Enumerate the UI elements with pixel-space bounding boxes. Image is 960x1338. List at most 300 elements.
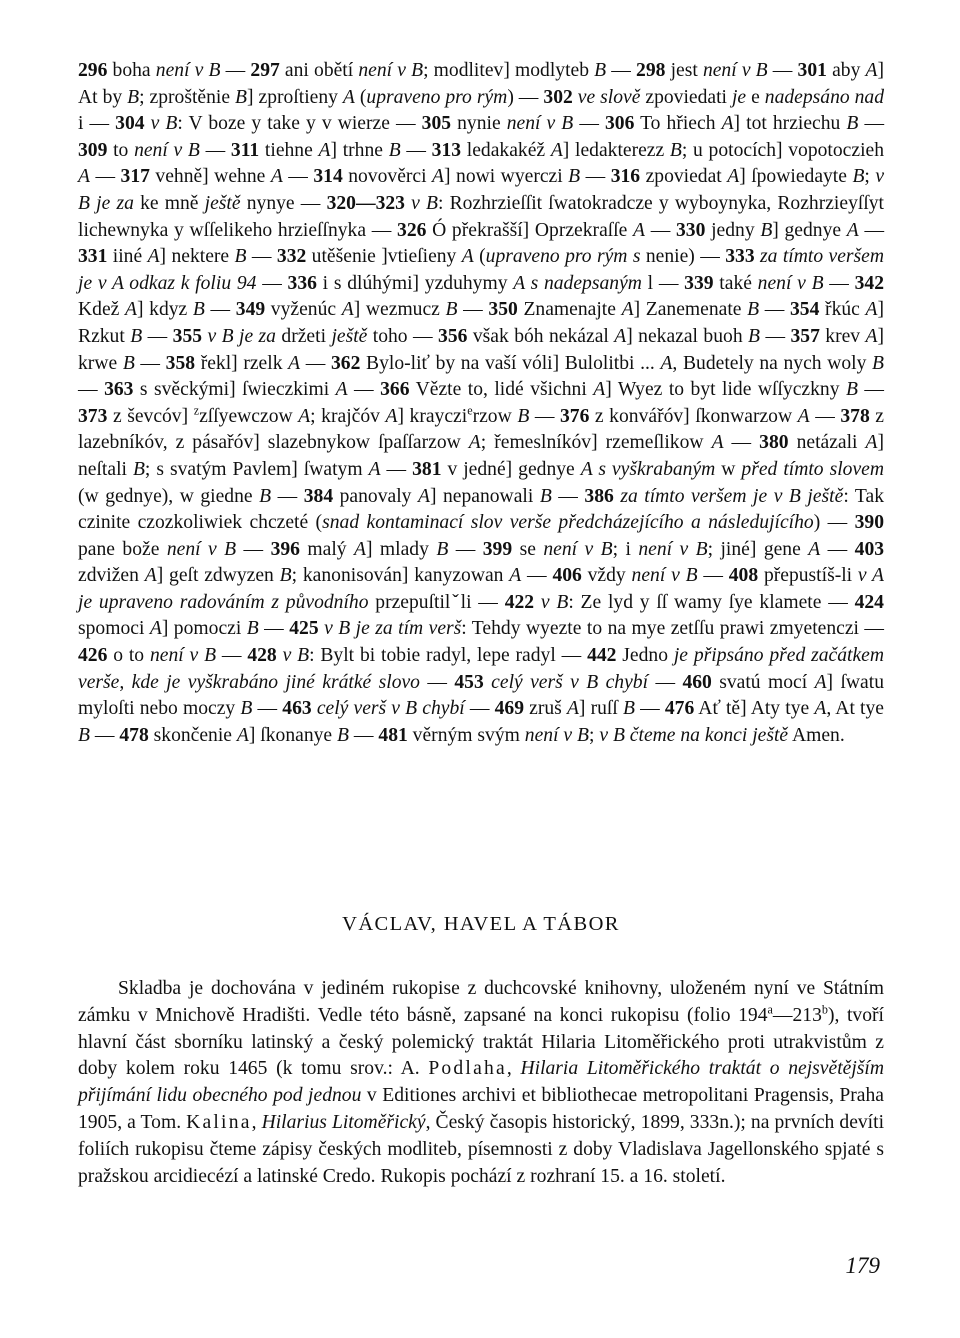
text-run: — (580, 166, 611, 188)
text-run: ] tot hrziechu (733, 113, 847, 135)
italic-note: A (368, 458, 381, 480)
text-run: — (573, 113, 605, 135)
italic-note: A (341, 299, 354, 321)
text-run: — (282, 166, 314, 188)
text-run: ] kdyz (136, 299, 193, 321)
text-run: ] ſpowiedayte (739, 166, 853, 188)
text-run: ] nekazal buoh (626, 325, 749, 347)
italic-note: B (852, 166, 865, 188)
italic-note: A (865, 60, 878, 81)
italic-note: není v B (358, 60, 424, 81)
italic-note: v B (540, 591, 569, 613)
text-run: ; zproštěnie (139, 86, 236, 108)
text-run: netázali (788, 432, 866, 454)
superscript: b (821, 1002, 828, 1017)
text-run: držeti (275, 325, 332, 347)
italic-note: A (461, 246, 474, 268)
line-number: 386 (584, 485, 614, 507)
text-run: z ševcóv] (107, 405, 194, 427)
line-number: 380 (759, 432, 789, 454)
text-run: ; s svatým Pavlem] ſwatym (144, 458, 369, 480)
italic-note: Hilarius Litoměřický (261, 1111, 426, 1133)
text-run: z lazebníkóv, z pásařóv] slazebnykow ſpaſſarzow (78, 405, 884, 454)
italic-note: celý verš v B chybí (491, 671, 649, 693)
text-run: novověrci (342, 166, 433, 188)
text-run: ] gednye (772, 219, 847, 241)
italic-note: není v B (506, 113, 574, 135)
text-run: : Bylt bi tobie radyl, lepe radyl — (309, 645, 588, 667)
italic-note: v B je za tím verš (324, 618, 462, 640)
text-run: Kdež (78, 299, 125, 321)
italic-note: upraveno pro rým s (485, 246, 641, 268)
page-number: 179 (845, 1253, 880, 1278)
line-number: 349 (235, 299, 266, 321)
italic-note: A (566, 698, 579, 720)
italic-note: B (122, 352, 135, 374)
italic-note: snad kontaminací slov verše předcházejícího a následujícího (322, 512, 814, 534)
text-run: — (759, 299, 790, 321)
text-run: — (697, 565, 729, 587)
italic-note: A (318, 139, 331, 161)
italic-note: A (125, 299, 137, 321)
text-run: Ó překrašší] Oprzekraſſe (426, 219, 634, 241)
italic-note: A (468, 432, 481, 454)
italic-note: je připsáno před začátkem verše, kde je vyškrabáno jiné krátké slovo (78, 645, 885, 693)
line-number: 406 (552, 565, 582, 587)
text-run: ] Wyez to byt lide wſſyczkny (605, 379, 846, 401)
text-run: svatú mocí (711, 671, 815, 693)
line-number: 476 (664, 698, 695, 720)
text-run: to (107, 139, 135, 161)
text-run: — (820, 538, 855, 560)
italic-note: není v B (155, 60, 221, 81)
italic-note: B (130, 325, 143, 347)
italic-note: A (614, 325, 627, 347)
italic-note: nadepsáno nad (764, 86, 885, 108)
italic-note: A (865, 299, 878, 321)
text-run: — (857, 379, 884, 401)
text-run: řekl] rzelk (195, 352, 289, 374)
text-run: se (512, 538, 544, 560)
italic-note: není v B (757, 272, 824, 294)
italic-note: v B je za (207, 325, 276, 347)
text-run: — (464, 698, 495, 720)
line-number: 442 (587, 645, 617, 667)
italic-note: není v B (638, 538, 708, 560)
italic-note: A (149, 618, 162, 640)
italic-note: B (246, 618, 259, 640)
text-run: (w gednye), w giedne (78, 485, 260, 507)
italic-note: A s nadepsaným (513, 272, 642, 294)
text-run: ] nektere (159, 246, 235, 268)
text-run: — (448, 538, 483, 560)
line-number: 366 (380, 379, 410, 401)
text-run: — (858, 219, 885, 241)
text-run: zruš (524, 698, 567, 720)
text-run: jedny (705, 219, 761, 241)
superscript: a (767, 1002, 773, 1017)
text-run: ] wezmucz (353, 299, 446, 321)
line-number: 339 (684, 272, 714, 294)
text-run: rzow (472, 405, 518, 427)
line-number: 316 (610, 166, 641, 188)
text-run: ) — (813, 512, 855, 534)
text-run: , Budetely na nych woly (672, 352, 873, 374)
text-run: ] Zanemenate (633, 299, 748, 321)
line-number: 336 (287, 272, 317, 294)
text-run: o to (107, 645, 150, 667)
text-run: To hřiech (634, 113, 722, 135)
text-run: krev (819, 325, 866, 347)
italic-note: A (814, 698, 827, 720)
line-number: 313 (431, 139, 462, 161)
text-run: ), tvoří hlavní část sborníku latinský a český polemický traktát Hilaria Litoměřického proti utrakvistům z doby kolem roku 1465 (k tomu srov.: A. (78, 1004, 884, 1080)
italic-note: upraveno pro rým (366, 86, 508, 108)
text-run: ; (864, 166, 876, 188)
italic-note: A (417, 485, 430, 507)
italic-note: B (279, 565, 292, 587)
italic-note: není v B (702, 60, 768, 81)
text-run: — (648, 671, 683, 693)
text-run: — (236, 538, 271, 560)
italic-note: A (727, 166, 740, 188)
text-run: —213 (772, 1004, 822, 1026)
text-run: — (89, 166, 121, 188)
line-number: 363 (104, 379, 134, 401)
italic-note: v B (150, 113, 178, 135)
text-run: — (380, 458, 413, 480)
italic-note: B (78, 724, 90, 746)
italic-note: B (235, 86, 247, 108)
italic-note: v A je upraveno radováním z původního (78, 565, 885, 613)
line-number: 408 (728, 565, 759, 587)
line-number: 463 (282, 698, 312, 720)
text-run: vždy (581, 565, 632, 587)
text-run: : Rozhrzieſſit ſwatokradcze y wyboynyka, Rozhrzieyſſyt lichewnyka y wſſelikeho hrzieſſnyka — (78, 192, 884, 241)
italic-note: B (234, 246, 247, 268)
text-run: ] neſtali (78, 432, 885, 480)
text-run: panovaly (333, 485, 418, 507)
text-run: przepuſtilˇli — (368, 591, 505, 613)
italic-note: není v B (149, 645, 217, 667)
text-run: , (251, 1111, 262, 1133)
text-run: ke mně (133, 192, 205, 214)
text-run: tiehne (259, 139, 319, 161)
text-run: ] trhne (330, 139, 389, 161)
line-number: 296 (78, 60, 108, 81)
text-run: boha (107, 60, 156, 81)
italic-note: A (797, 405, 810, 427)
text-run: — (258, 618, 290, 640)
line-number: 333 (725, 246, 755, 268)
line-number: 381 (412, 458, 442, 480)
text-run: : Tehdy wyezte to na mye zetſſu prawi zmyetenczi — (461, 618, 885, 640)
italic-note: A (846, 219, 859, 241)
line-number: 469 (494, 698, 524, 720)
line-number: 355 (172, 325, 203, 347)
line-number: 373 (78, 405, 108, 427)
italic-note: za tímto veršem je v B ještě (620, 485, 844, 507)
text-run: iiné (107, 246, 148, 268)
text-run: : Tak czinite czozkoliwiek chczeté ( (78, 485, 885, 534)
line-number: 301 (797, 60, 827, 81)
text-run: skončenie (148, 724, 237, 746)
italic-note: A (593, 379, 606, 401)
text-run: Skladba je dochována v jediném rukopise z duchcovské knihovny, uloženém nyní ve Státním zámku v Mnichově Hradišti. Vedle této básně, zapsané na konci rukopisu (folio 194 (78, 978, 884, 1026)
text-run: — (606, 60, 637, 81)
italic-note: B (747, 299, 760, 321)
text-run: aby (826, 60, 866, 81)
text-run: — (89, 724, 120, 746)
text-run: Jedno (616, 645, 674, 667)
text-run: — (216, 645, 248, 667)
italic-note: A (288, 352, 301, 374)
italic-note: B (594, 60, 607, 81)
text-run: ( (473, 246, 486, 268)
text-run: vehně] wehne (149, 166, 271, 188)
text-run: — (457, 299, 489, 321)
text-run: Ať tě] Aty tye (694, 698, 815, 720)
text-run: — (347, 379, 381, 401)
line-number: 357 (790, 325, 820, 347)
line-number: 362 (331, 352, 361, 374)
text-run: ( (354, 86, 367, 108)
line-number: 378 (840, 405, 870, 427)
italic-note: A (335, 379, 348, 401)
text-run: ] nepanowali (429, 485, 540, 507)
text-run: ; i (612, 538, 639, 560)
text-run: nynie (451, 113, 507, 135)
italic-note: B (259, 485, 272, 507)
apparatus-text (78, 58, 884, 749)
text-run: Bylo-liť by na vaší vóli] Bulolitbi ... (360, 352, 661, 374)
text-run (534, 592, 541, 613)
line-number: 326 (397, 219, 427, 241)
text-run: — (809, 405, 841, 427)
text-run: w (715, 458, 742, 480)
italic-note: B (760, 219, 773, 241)
line-number: 317 (120, 166, 150, 188)
line-number: 342 (854, 272, 885, 294)
italic-note: v B je za (78, 166, 885, 214)
italic-note: A (147, 246, 160, 268)
italic-note: B (240, 698, 253, 720)
italic-note: A (385, 405, 398, 427)
italic-note: před tímto slovem (741, 458, 884, 480)
text-run: — (252, 698, 283, 720)
text-run: — (634, 698, 665, 720)
text-run: zpoviedat (640, 166, 728, 188)
italic-note: B (539, 485, 552, 507)
text-run: Věztе to, lidé všichni (409, 379, 594, 401)
italic-note: B (337, 724, 349, 746)
text-run: , (506, 1058, 521, 1080)
italic-note: v B (282, 645, 310, 667)
italic-note: B (388, 139, 401, 161)
italic-note: v B (411, 192, 438, 214)
text-run: nenie) — (640, 246, 726, 268)
text-run: — (78, 379, 105, 401)
text-run: v jedné] gednye (441, 458, 581, 480)
text-run: — (246, 246, 277, 268)
italic-note: B (845, 379, 858, 401)
italic-note: celý verš v B chybí (316, 698, 465, 720)
text-run: — (858, 113, 885, 135)
line-number: 403 (854, 538, 885, 560)
text-run: — (551, 485, 585, 507)
text-run: v Editiones archivi et bibliothecae metropolitani Pragensis, Praha 1905, a Tom. (78, 1085, 885, 1133)
italic-note: B (517, 405, 530, 427)
text-run: ; řemeslníkóv] rzemeſlikow (480, 432, 712, 454)
italic-note: není v B (631, 565, 698, 587)
line-number: 298 (636, 60, 666, 81)
text-run: : Ze lyd y ſſ wamy ſye klamete — (568, 591, 855, 613)
text-run: ; jiné] gene (707, 538, 809, 560)
italic-note: A (432, 166, 445, 188)
text-run: — (760, 325, 791, 347)
text-run: ] krayczi (397, 405, 468, 427)
spaced-name: Kalina (186, 1111, 252, 1133)
italic-note: A (354, 538, 366, 560)
text-run: — (521, 565, 553, 587)
italic-note: za tímto veršem je v A odkaz k foliu 94 (78, 246, 885, 294)
italic-note: není v B (134, 139, 200, 161)
italic-note: B (748, 325, 761, 347)
line-number: 376 (559, 405, 590, 427)
line-number: 331 (78, 246, 108, 268)
text-run: ledakakéž (461, 139, 551, 161)
line-number: 396 (270, 538, 300, 560)
text-run: ; krajčóv (310, 405, 386, 427)
italic-note: A (865, 325, 878, 347)
line-number: 481 (378, 724, 408, 746)
line-number: 302 (543, 86, 573, 108)
text-run: věrným svým (407, 724, 525, 746)
text-run: e (746, 86, 765, 108)
italic-note: Hilaria Litoměřického traktát o nejsvětějším přijímání lidu obecného pod jednou (78, 1058, 884, 1107)
text-run: — (767, 60, 798, 81)
text-run: — (300, 352, 331, 374)
intro-paragraph (78, 976, 884, 1190)
text-run: pane bože (78, 538, 167, 560)
text-run: — (271, 485, 304, 507)
italic-note: A (814, 671, 827, 693)
text-run: — (199, 139, 231, 161)
text-run: ; (589, 724, 600, 746)
italic-note: B (127, 86, 140, 108)
italic-note: A (660, 352, 673, 374)
italic-note: A (808, 538, 821, 560)
italic-note: není v B (524, 724, 589, 746)
line-number: 306 (604, 113, 635, 135)
line-number: 426 (78, 645, 108, 667)
italic-note: A (865, 432, 878, 454)
line-number: 311 (230, 139, 260, 161)
line-number: 478 (119, 724, 149, 746)
text-run: ani obětí (279, 60, 359, 81)
text-run: ] mlady (365, 538, 437, 560)
text-run: zſſyewczow (199, 405, 299, 427)
line-number: 332 (276, 246, 307, 268)
line-number: 425 (289, 618, 319, 640)
text-run: ; u potocích] vopotoczieh (681, 139, 885, 161)
italic-note: ve slově (577, 86, 641, 108)
italic-note: A (342, 86, 355, 108)
line-number: 390 (854, 512, 884, 534)
text-run: — (400, 139, 432, 161)
superscript: z (193, 403, 200, 418)
text-run: — (823, 272, 855, 294)
text-run: ; kanonisován] kanyzowan (291, 565, 510, 587)
text-run: ] ſwatu myloſti nebo moczy (78, 671, 884, 720)
line-number: 358 (165, 352, 196, 374)
italic-note: není v B (166, 538, 237, 560)
text-run: — (220, 60, 251, 81)
italic-note: A (270, 166, 283, 188)
text-run: ] pomoczi (161, 618, 247, 640)
line-number: 422 (504, 591, 535, 613)
italic-note: A (298, 405, 311, 427)
italic-note: A (509, 565, 522, 587)
text-run: ] zproſtieny (247, 86, 343, 108)
line-number: 399 (482, 538, 513, 560)
text-run: malý (299, 538, 354, 560)
line-number: 350 (488, 299, 518, 321)
line-number: 424 (854, 591, 884, 613)
italic-note: není v B (543, 538, 613, 560)
text-run: i s dlúhými] yzduhymy (316, 272, 514, 294)
text-run: ] ruſſ (578, 698, 623, 720)
section-heading: VÁCLAV, HAVEL A TÁBOR (342, 913, 620, 935)
text-run: ] At by (78, 60, 885, 108)
italic-note: A (78, 166, 90, 188)
text-run: ] geſt zdwyzen (156, 565, 280, 587)
line-number: 320—323 (326, 192, 405, 214)
line-number: 384 (303, 485, 334, 507)
text-run: — (204, 299, 236, 321)
italic-note: B (436, 538, 449, 560)
italic-note: A (236, 724, 249, 746)
italic-note: A (711, 432, 724, 454)
line-number: 304 (115, 113, 145, 135)
text-run: jest (665, 60, 703, 81)
text-run: — (142, 325, 173, 347)
text-run: — (134, 352, 166, 374)
line-number: 460 (682, 671, 712, 693)
line-number: 428 (247, 645, 277, 667)
line-number: 314 (313, 166, 343, 188)
text-run: Amen. (788, 724, 845, 746)
text-run: také (713, 272, 758, 294)
line-number: 297 (250, 60, 280, 81)
italic-note: B (132, 458, 145, 480)
italic-note: A (144, 565, 157, 587)
italic-note: A (633, 219, 646, 241)
critical-apparatus (78, 58, 884, 749)
text-run: utěšenie ]vtieſieny (306, 246, 462, 268)
text-run: ) — (507, 86, 544, 108)
text-run: i — (78, 113, 116, 135)
text-run: ; modlitev] modlyteb (423, 60, 595, 81)
italic-note: je (731, 86, 747, 108)
text-run: — (645, 219, 676, 241)
text-run: zdvižen (78, 565, 145, 587)
text-run: ] nowi wyerczi (444, 166, 569, 188)
line-number: 453 (454, 671, 484, 693)
line-number: 354 (790, 299, 820, 321)
italic-note: B (846, 113, 859, 135)
line-number: 309 (78, 139, 108, 161)
